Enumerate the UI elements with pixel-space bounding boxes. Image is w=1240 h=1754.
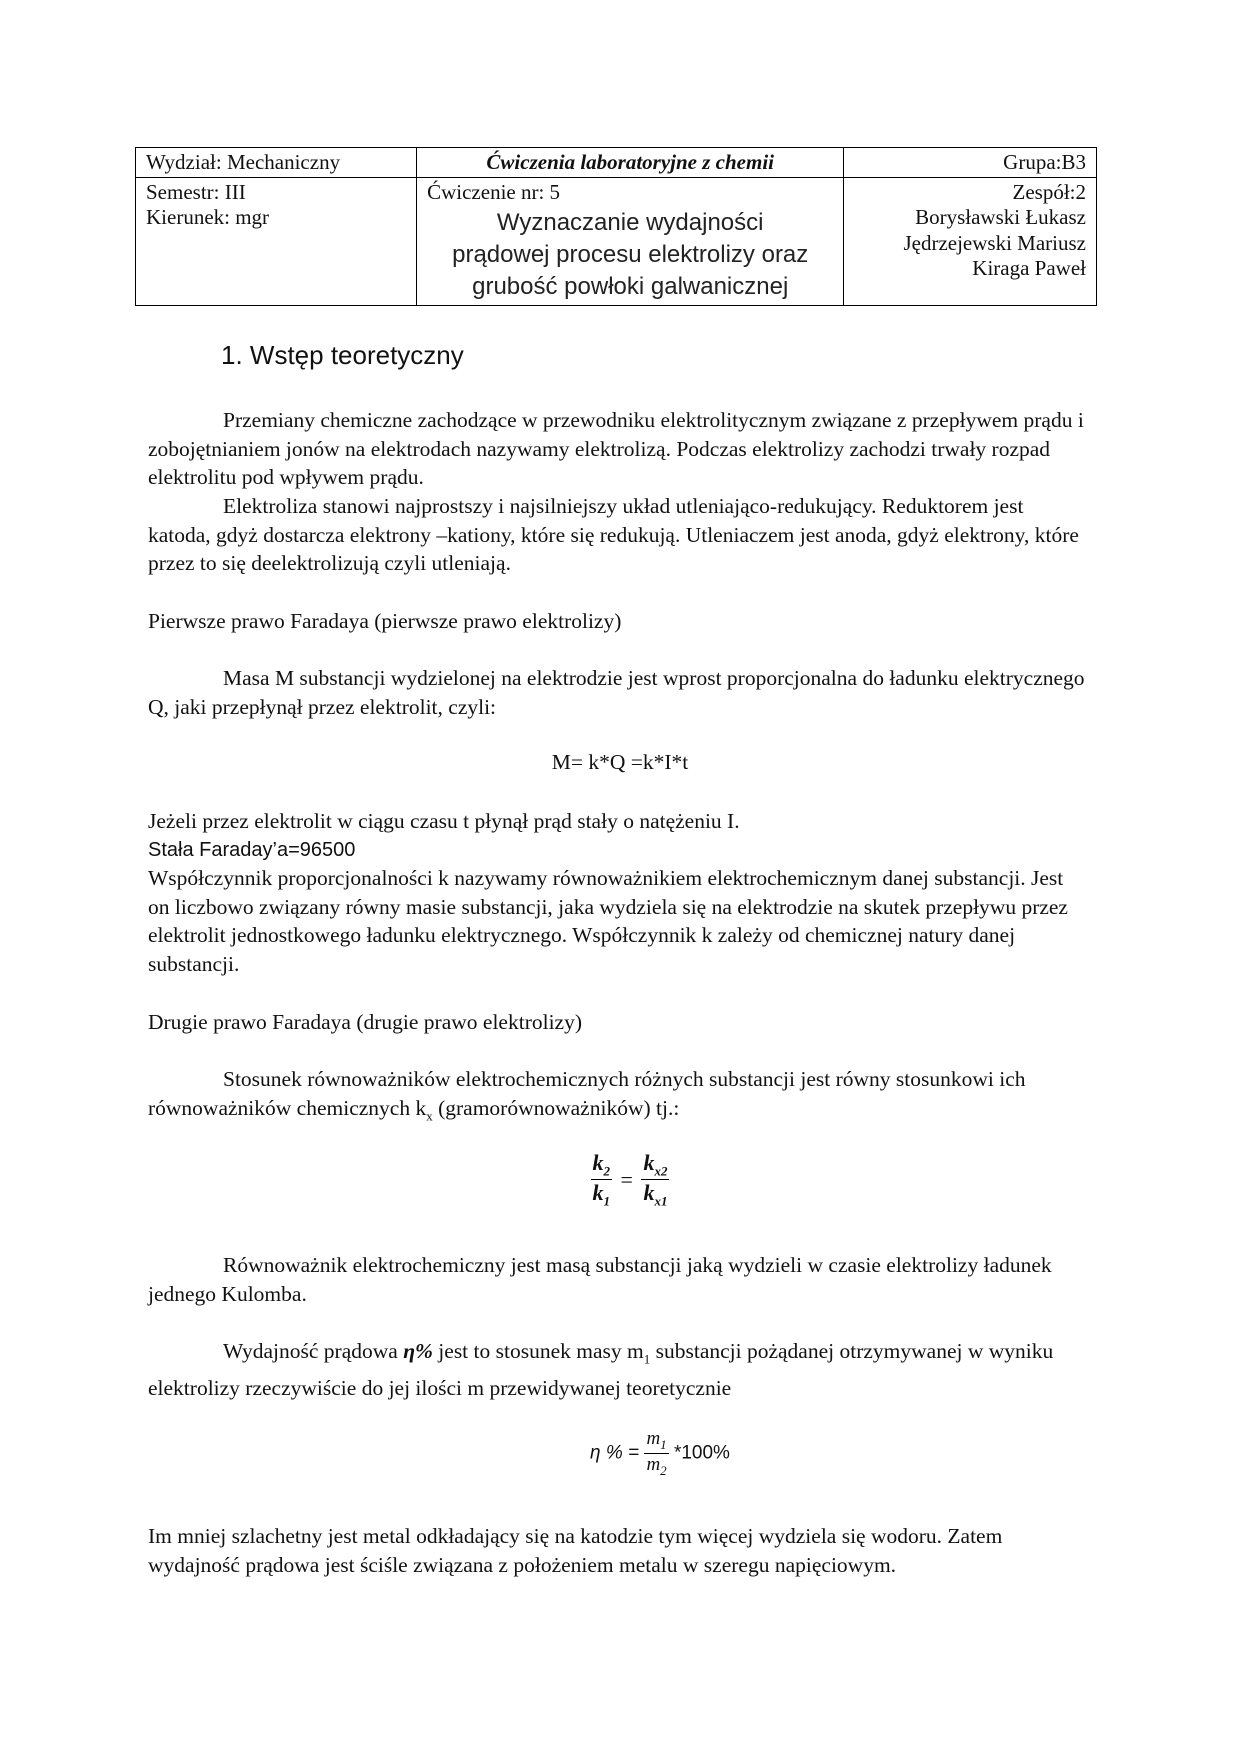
paragraph-hydrogen: Im mniej szlachetny jest metal odkładający się na katodzie tym więcej wydziela się wodoru. Zatem wydajność prądowa jest ściśle związana z położeniem metalu w szeregu napięciowym.: [148, 1524, 1003, 1577]
efficiency-text-middle: jest to stosunek masy m: [432, 1339, 644, 1363]
exercise-title-line: prądowej procesu elektrolizy oraz: [452, 241, 809, 269]
field-of-study-label: Kierunek: mgr: [146, 205, 270, 230]
fraction-right: [641, 1150, 669, 1210]
efficiency-text-end: substancji pożądanej otrzymywanej w wyniku elektrolizy rzeczywiście do jej ilości m przewidywanej teoretycznie: [148, 1339, 1054, 1400]
mass-fraction-denominator: $m_2$: [646, 1453, 667, 1478]
efficiency-text-start: Wydajność prądowa: [223, 1339, 404, 1363]
team-member: Borysławski Łukasz: [915, 205, 1086, 230]
mass-fraction-numerator: $m_1$: [646, 1428, 667, 1452]
team-label: Zespół:2: [1012, 180, 1086, 205]
law2-heading: Drugie prawo Faradaya (drugie prawo elektrolizy): [148, 1010, 582, 1034]
fraction-left-denominator: $k_1$: [592, 1180, 611, 1209]
formula-lhs: η % =: [590, 1442, 640, 1464]
exercise-title-line: Wyznaczanie wydajności: [496, 209, 764, 237]
paragraph-current: Jeżeli przez elektrolit w ciągu czasu t płynął prąd stały o natężeniu I.: [148, 809, 740, 833]
law2-text-subscript: x: [426, 1107, 433, 1123]
semester-cell: [136, 178, 417, 306]
fraction-right-denominator: $k_{x1}$: [643, 1180, 668, 1209]
mass-subscript: 1: [643, 1351, 651, 1367]
course-title-cell: Ćwiczenia laboratoryjne z chemii: [417, 148, 844, 178]
fraction-left: [591, 1150, 613, 1210]
mass-fraction: [644, 1428, 668, 1479]
exercise-cell: [417, 178, 844, 306]
paragraph-equivalent: Równoważnik elektrochemiczny jest masą substancji jaką wydzieli w czasie elektrolizy ładunek jednego Kulomba.: [148, 1253, 1052, 1306]
law1-formula: M= k*Q =k*I*t: [551, 750, 689, 774]
exercise-title: [427, 207, 833, 303]
law1-text: Masa M substancji wydzielonej na elektrodzie jest wprost proporcjonalna do ładunku elektrycznego Q, jaki przepłynął przez elektrolit, czyli:: [148, 666, 1085, 719]
fraction-right-numerator: $k_{x2}$: [643, 1150, 668, 1179]
fraction-left-numerator: $k_2$: [592, 1150, 611, 1179]
paragraph-electrolysis-definition: Przemiany chemiczne zachodzące w przewodniku elektrolitycznym związane z przepływem prądu i zobojętnianiem jonów na elektrodach nazywamy elektrolizą. Podczas elektrolizy zachodzi trwały rozpad elektrolitu pod wpływem prądu.: [148, 408, 1084, 489]
paragraph-coefficient: Współczynnik proporcjonalności k nazywamy równoważnikiem elektrochemicznym danej substancji. Jest on liczbowo związany równy masie substancji, jaka wydziela się na elektrodzie na skutek przepływu przez elektrolit jednostkowego ładunku elektrycznego. Współczynnik k zależy od chemicznej natury danej substancji.: [148, 866, 1068, 976]
exercise-number: Ćwiczenie nr: 5: [427, 180, 561, 205]
paragraph-redox: Elektroliza stanowi najprostszy i najsilniejszy układ utleniająco-redukujący. Reduktorem jest katoda, gdyż dostarcza elektrony –kationy, które się redukują. Utleniaczem jest anoda, gdyż elektrony, które przez to się deelektrolizują czyli utleniają.: [148, 494, 1079, 575]
group-cell: Grupa:B3: [844, 148, 1097, 178]
paragraph-efficiency: [148, 1337, 1088, 1402]
faculty-cell: Wydział: Mechaniczny: [136, 148, 417, 178]
law2-text-start: Stosunek równoważników elektrochemicznych różnych substancji jest równy stosunkowi ich równoważników chemicznych k: [148, 1067, 1026, 1120]
law2-text: [148, 1065, 1088, 1130]
semester-label: Semestr: III: [146, 180, 246, 205]
team-member: Kiraga Paweł: [972, 255, 1086, 280]
law2-text-end: (gramorównoważników) tj.:: [432, 1095, 680, 1120]
efficiency-formula: [560, 1428, 760, 1479]
header-table: [135, 147, 1097, 306]
team-cell: [844, 178, 1097, 306]
law2-formula: [560, 1150, 700, 1210]
exercise-title-line: grubość powłoki galwanicznej: [472, 273, 789, 301]
team-member: Jędrzejewski Mariusz: [903, 230, 1086, 255]
eta-symbol: η%: [403, 1339, 433, 1363]
faraday-constant: Stała Faraday’a=96500: [148, 839, 356, 861]
equals-sign: =: [620, 1166, 633, 1192]
law1-heading: Pierwsze prawo Faradaya (pierwsze prawo elektrolizy): [148, 609, 622, 633]
section-heading: 1. Wstęp teoretyczny: [221, 340, 464, 370]
formula-rhs: *100%: [673, 1442, 730, 1464]
